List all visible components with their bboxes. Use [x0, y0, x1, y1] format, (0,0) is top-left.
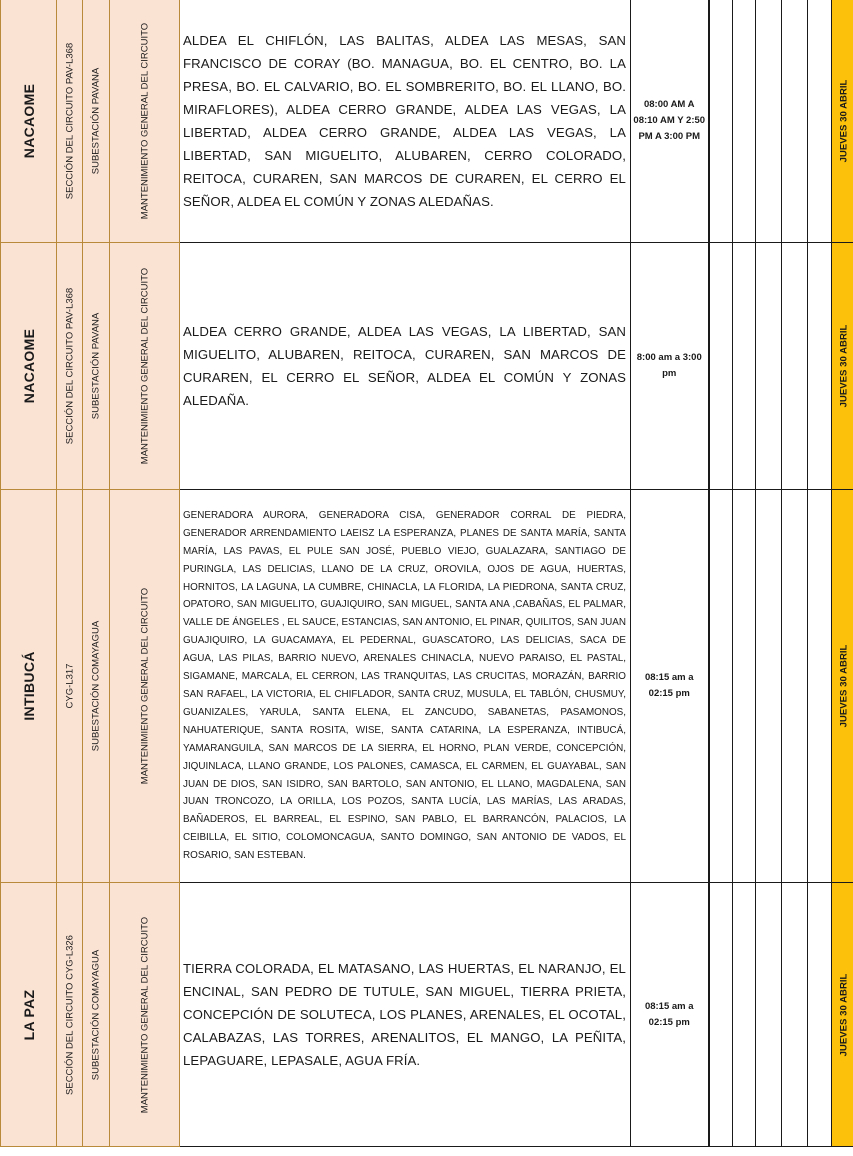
department: NACAOME	[20, 328, 37, 404]
blank-cell	[733, 490, 756, 883]
date: JUEVES 30 ABRIL	[838, 973, 849, 1056]
substation: SUBESTACIÓN PAVANA	[90, 312, 102, 420]
date-cell	[832, 0, 853, 243]
blank-cell	[756, 883, 782, 1147]
substation: SUBESTACIÓN PAVANA	[90, 67, 102, 174]
blank-cell	[756, 243, 782, 490]
blank-cell	[709, 243, 733, 490]
department-cell	[1, 883, 57, 1147]
date: JUEVES 30 ABRIL	[838, 79, 849, 162]
table-row	[1, 883, 853, 1147]
work-type: MANTENIMIENTO GENERAL DEL CIRCUITO	[139, 587, 150, 785]
hours: 08:00 AM A 08:10 AM Y 2:50 PM A 3:00 PM	[631, 0, 709, 243]
work-type: MANTENIMIENTO GENERAL DEL CIRCUITO	[139, 267, 150, 465]
table-row	[1, 243, 853, 490]
circuit: SECCIÓN DEL CIRCUITO PAV-L368	[64, 287, 75, 445]
date: JUEVES 30 ABRIL	[838, 644, 849, 728]
date-cell	[832, 243, 853, 490]
affected-areas: ALDEA CERRO GRANDE, ALDEA LAS VEGAS, LA LIBERTAD, SAN MIGUELITO, ALUBAREN, REITOCA, CURAREN, SAN MARCOS DE CURAREN, EL CERRO EL SEÑOR, ALDEA EL COMÚN Y ZONAS ALEDAÑA.	[180, 243, 631, 490]
department-cell	[1, 490, 57, 883]
substation-cell	[83, 883, 110, 1147]
circuit-cell	[57, 243, 83, 490]
blank-cell	[808, 0, 832, 243]
date: JUEVES 30 ABRIL	[838, 324, 849, 408]
blank-cell	[733, 883, 756, 1147]
blank-cell	[782, 0, 808, 243]
work-cell	[110, 883, 180, 1147]
work-cell	[110, 243, 180, 490]
hours: 8:00 am a 3:00 pm	[631, 243, 709, 490]
substation: SUBESTACIÓN COMAYAGUA	[90, 949, 102, 1080]
department-cell	[1, 0, 57, 243]
circuit-cell	[57, 883, 83, 1147]
blank-cell	[756, 0, 782, 243]
blank-cell	[709, 490, 733, 883]
affected-areas: TIERRA COLORADA, EL MATASANO, LAS HUERTAS, EL NARANJO, EL ENCINAL, SAN PEDRO DE TUTULE, SAN MIGUEL, TIERRA PRIETA, CONCEPCIÓN DE SOLUTECA, LOS PLANES, ARENALES, EL OCOTAL, CALABAZAS, LAS TORRES, ARENALITOS, EL MANGO, LA PEÑITA, LEPAGUARE, LEPASALE, AGUA FRÍA.	[180, 883, 631, 1147]
affected-areas: GENERADORA AURORA, GENERADORA CISA, GENERADOR CORRAL DE PIEDRA, GENERADOR ARRENDAMIENTO LAEISZ LA ESPERANZA, PLANES DE SANTA MARÍA, SANTA MARÍA, LAS PAVAS, EL PULE SAN JOSÉ, PUEBLO VIEJO, GUALAZARA, SANTIAGO DE PURINGLA, LAS DELICIAS, LLANO DE LA CRUZ, OROVILA, OJOS DE AGUA, HUERTAS, HORNITOS, LA LAGUNA, LA CUMBRE, CHINACLA, LA FLORIDA, LA PIEDRONA, SANTA CRUZ, OPATORO, SAN MIGUELITO, GUAJIQUIRO, SAN MIGUEL, SANTA ANA ,CABAÑAS, EL PALMAR, VALLE DE ÁNGELES , EL SAUCE, ESTANCIAS, SAN ANTONIO, EL PINAR, QUILITOS, SAN JUAN GUAJIQUIRO, LA GUACAMAYA, EL PEDERNAL, GUASCATORO, LAS DELICIAS, SACA DE AGUA, LAS PILAS, BARRIO NUEVO, ARENALES CHINACLA, NUEVO PARAISO, EL PASTAL, SIGAMANE, MARCALA, EL CERRON, LAS TRANQUITAS, LAS CRUCITAS, MORAZÁN, BARRIO SAN RAFAEL, LA VICTORIA, EL CHIFLADOR, SANTA CRUZ, MUSULA, EL TABLÓN, CHUSMUY, GUANIZALES, YARULA, SANTA ELENA, EL ZANCUDO, SABANETAS, PASAMONOS, NAHUATERIQUE, SANTA ROSITA, WISE, SANTA CATARINA, LA ESPERANZA, INTIBUCÁ, YAMARANGUILA, SAN MARCOS DE LA SIERRA, EL HORNO, PLAN VERDE, CONCEPCIÓN, JIQUINLACA, LLANO GRANDE, LOS PALONES, CAMASCA, EL CARMEN, EL GUAYABAL, SAN JUAN DE DIOS, SAN ISIDRO, SAN BARTOLO, SAN ANTONIO, EL LLANO, MAGDALENA, SAN JUAN TRONCOZO, LA ORILLA, LOS POZOS, SANTA LUCÍA, LAS MARÍAS, LAS ARADAS, BAÑADEROS, EL BARREAL, EL ESPINO, SAN PABLO, EL BARRANCÓN, PALACIOS, LA CEIBILLA, EL SITIO, COLOMONCAGUA, SANTO DOMINGO, SAN ANTONIO DE VADOS, EL ROSARIO, SAN ESTEBAN.	[180, 490, 631, 883]
hours: 08:15 am a 02:15 pm	[631, 883, 709, 1147]
date-cell	[832, 490, 853, 883]
blank-cell	[709, 883, 733, 1147]
blank-cell	[808, 243, 832, 490]
date-cell	[832, 883, 853, 1147]
department: LA PAZ	[20, 989, 37, 1040]
hours: 08:15 am a 02:15 pm	[631, 490, 709, 883]
work-cell	[110, 490, 180, 883]
blank-cell	[782, 883, 808, 1147]
table-row	[1, 490, 853, 883]
blank-cell	[709, 0, 733, 243]
substation-cell	[83, 243, 110, 490]
blank-cell	[733, 0, 756, 243]
substation-cell	[83, 490, 110, 883]
blank-cell	[782, 490, 808, 883]
affected-areas: ALDEA EL CHIFLÓN, LAS BALITAS, ALDEA LAS MESAS, SAN FRANCISCO DE CORAY (BO. MANAGUA, BO. EL CENTRO, BO. LA PRESA, BO. EL CALVARIO, BO. EL SOMBRERITO, BO. EL LLANO, BO. MIRAFLORES), ALDEA CERRO GRANDE, ALDEA LAS VEGAS, LA LIBERTAD, ALDEA CERRO GRANDE, ALDEA LAS VEGAS, LA LIBERTAD, SAN MIGUELITO, ALUBAREN, CERRO COLORADO, REITOCA, CURAREN, SAN MARCOS DE CURAREN, EL CERRO EL SEÑOR, ALDEA EL COMÚN Y ZONAS ALEDAÑAS.	[180, 0, 631, 243]
circuit: SECCIÓN DEL CIRCUITO PAV-L368	[64, 42, 75, 199]
work-cell	[110, 0, 180, 243]
substation: SUBESTACIÓN COMAYAGUA	[90, 620, 102, 752]
circuit-cell	[57, 490, 83, 883]
department: INTIBUCÁ	[20, 651, 37, 721]
circuit: CYG-L317	[64, 663, 75, 709]
circuit-cell	[57, 0, 83, 243]
table-row	[1, 0, 853, 243]
blank-cell	[733, 243, 756, 490]
work-type: MANTENIMIENTO GENERAL DEL CIRCUITO	[139, 22, 150, 219]
department: NACAOME	[20, 83, 37, 158]
blank-cell	[782, 243, 808, 490]
work-type: MANTENIMIENTO GENERAL DEL CIRCUITO	[139, 916, 150, 1113]
blank-cell	[756, 490, 782, 883]
department-cell	[1, 243, 57, 490]
blank-cell	[808, 490, 832, 883]
substation-cell	[83, 0, 110, 243]
blank-cell	[808, 883, 832, 1147]
circuit: SECCIÓN DEL CIRCUITO CYG-L326	[64, 934, 75, 1095]
